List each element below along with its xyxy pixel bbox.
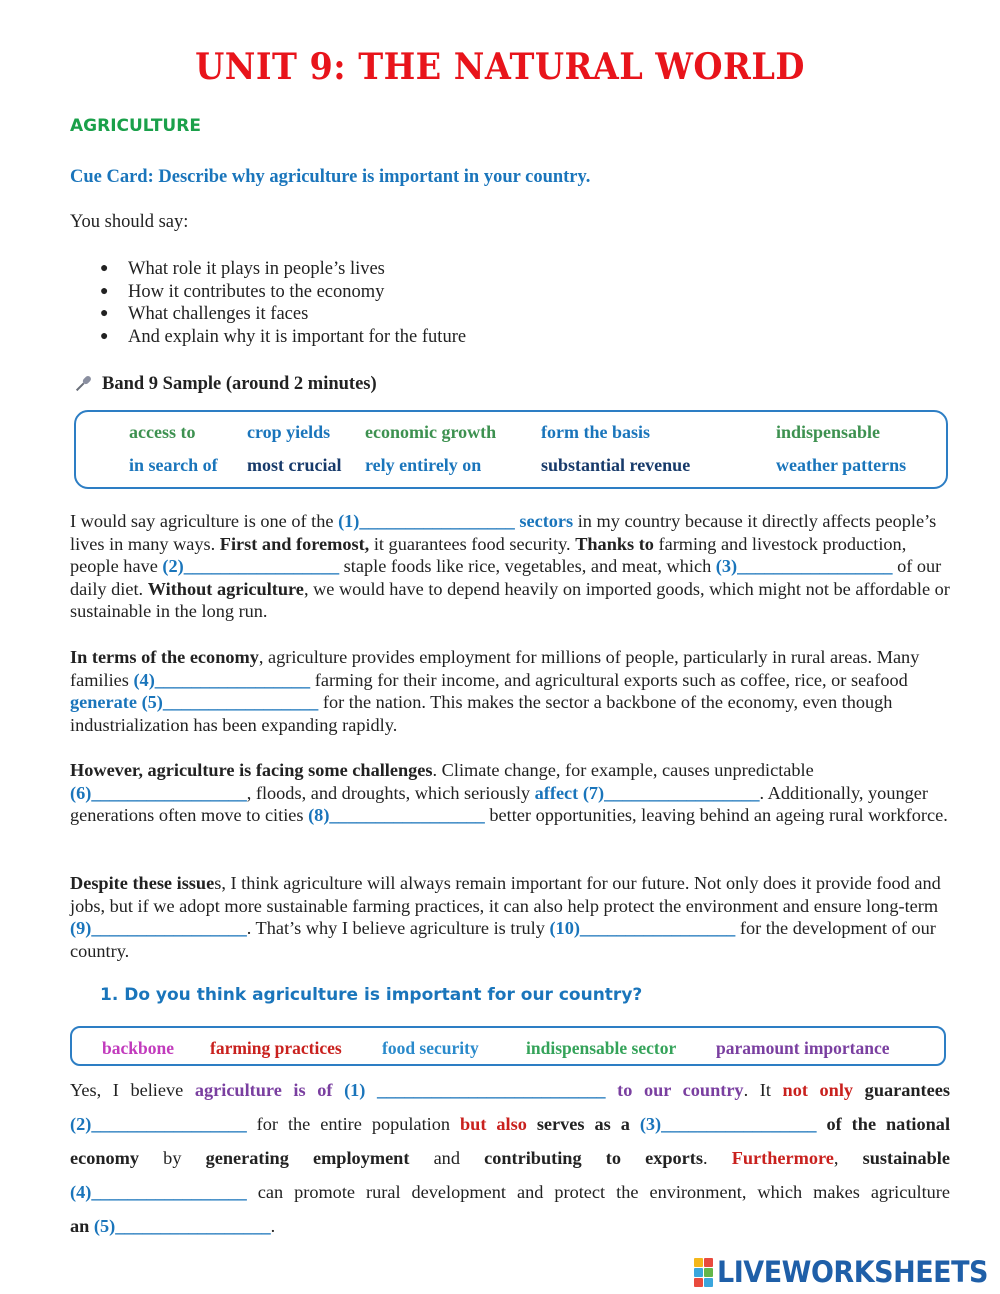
word-bank-item: crop yields <box>247 422 331 442</box>
page-title: UNIT 9: THE NATURAL WORLD <box>195 46 805 88</box>
answer-paragraph: Yes, I believe agriculture is of (1) _________________________ to our country. It not only guarantees (2)_________________ for the entire population but also serves as a (3)_________________ of the national economy by generating employment and contributing to exports. Furthermore, sustainable (4)_________________ can promote rural development and protect the environment, which makes agriculture an (5)_________________. <box>70 1080 951 1236</box>
word-bank-item: rely entirely on <box>365 455 482 475</box>
word-bank-item: access to <box>129 422 196 442</box>
list-item: ● And explain why it is important for the future <box>100 326 467 347</box>
word-bank-1 <box>74 410 948 489</box>
word-bank-item: in search of <box>129 455 218 475</box>
word-bank-item: farming practices <box>210 1038 342 1058</box>
blank-5[interactable]: generate (5)_________________ <box>70 692 319 713</box>
answer-blank-2[interactable]: (2)_________________ <box>70 1114 247 1134</box>
you-should-say: You should say: <box>70 212 189 232</box>
blank-9[interactable]: (9)_________________ <box>70 918 247 939</box>
answer-blank-1[interactable]: (1) _________________________ <box>344 1080 606 1100</box>
word-bank-item: most crucial <box>247 455 342 475</box>
blank-8[interactable]: (8)_________________ <box>308 805 485 826</box>
answer-blank-3[interactable]: (3)_________________ <box>639 1114 817 1134</box>
blank-4[interactable]: (4)_________________ <box>133 669 311 690</box>
word-bank-item: weather patterns <box>776 455 907 475</box>
bullet-list <box>100 258 466 348</box>
band-heading: Band 9 Sample (around 2 minutes) <box>72 373 377 395</box>
word-bank-item: form the basis <box>541 422 650 442</box>
list-item: ● What challenges it faces <box>100 304 309 324</box>
blank-10[interactable]: (10)_________________ <box>549 918 736 939</box>
paragraph-4: Despite these issues, I think agriculture will always remain important for our future. Not only does it provide food and jobs, but if we adopt more sustainable farming practices, it can also help protect the environment and ensure long-term (9)_________________. That’s why I believe agriculture is truly (10)_________________ for the development of our country. <box>70 873 941 961</box>
microphone-icon <box>72 373 94 395</box>
word-bank-item: indispensable sector <box>526 1038 677 1058</box>
word-bank-item: substantial revenue <box>541 455 691 475</box>
list-item: ● What role it plays in people’s lives <box>100 259 385 279</box>
answer-blank-4[interactable]: (4)_________________ <box>70 1182 247 1202</box>
blank-6[interactable]: (6)_________________ <box>70 782 247 803</box>
liveworksheets-logo <box>694 1255 1000 1289</box>
answer-blank-5[interactable]: (5)_________________ <box>93 1216 271 1236</box>
word-bank-item: backbone <box>102 1038 174 1058</box>
blank-7[interactable]: affect (7)_________________ <box>534 782 760 803</box>
logo-text: LIVEWORKSHEETS <box>717 1255 989 1289</box>
question-1: 1. Do you think agriculture is important for our country? <box>100 985 643 1005</box>
paragraph-3: However, agriculture is facing some challenges. Climate change, for example, causes unpredictable (6)_________________, floods, and droughts, which seriously affect (7)_________________. Additionally, younger generations often move to cities (8)_________________ better opportunities, leaving behind an ageing rural workforce. <box>70 760 948 826</box>
paragraph-1: I would say agriculture is one of the (1)_________________ sectors in my country because it directly affects people’s lives in many ways. First and foremost, it guarantees food security. Thanks to farming and livestock production, people have (2)_________________ staple foods like rice, vegetables, and meat, which (3)_________________ of our daily diet. Without agriculture, we would have to depend heavily on imported goods, which might not be affordable or sustainable in the long run. <box>70 511 950 622</box>
word-bank-item: paramount importance <box>716 1038 890 1058</box>
word-bank-item: food security <box>382 1038 479 1058</box>
cue-card-heading: Cue Card: Describe why agriculture is important in your country. <box>70 167 591 187</box>
paragraph-2: In terms of the economy, agriculture provides employment for millions of people, particularly in rural areas. Many families (4)_________________ farming for their income, and agricultural exports such as coffee, rice, or seafood generate (5)_________________ for the nation. This makes the sector a backbone of the economy, even though industrialization has been expanding rapidly. <box>70 647 920 735</box>
blank-3[interactable]: (3)_________________ <box>715 556 893 577</box>
blank-2[interactable]: (2)_________________ <box>162 556 340 577</box>
word-bank-item: economic growth <box>365 422 497 442</box>
section-heading: AGRICULTURE <box>70 116 201 136</box>
list-item: ● How it contributes to the economy <box>100 281 385 302</box>
blank-1[interactable]: (1)_________________ <box>338 511 515 531</box>
word-bank-2 <box>70 1026 946 1066</box>
logo-icon <box>694 1258 713 1287</box>
word-bank-item: indispensable <box>776 422 881 442</box>
